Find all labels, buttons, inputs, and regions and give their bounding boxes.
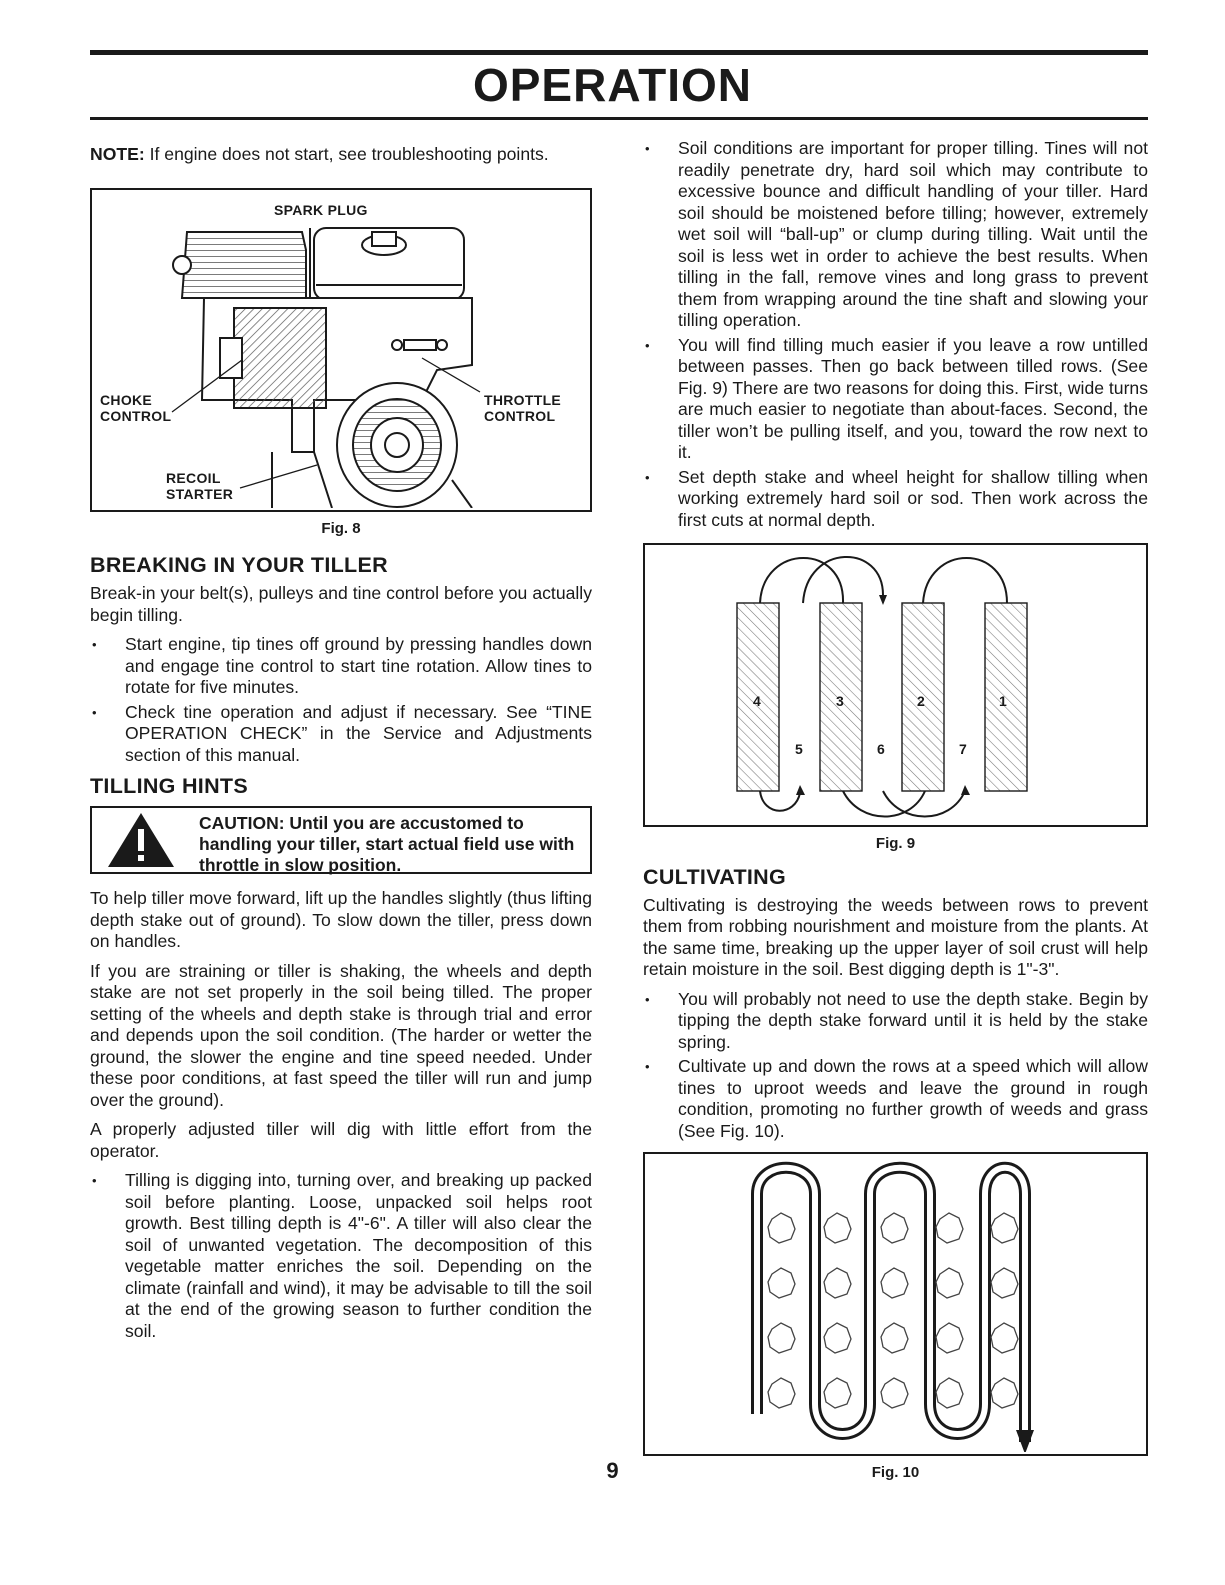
tilling-hints-list-left <box>90 1170 592 1342</box>
row-number: 4 <box>753 693 762 709</box>
label-recoil-starter-2: STARTER <box>166 485 234 502</box>
figure-9-caption: Fig. 9 <box>875 835 916 852</box>
note-text: If engine does not start, see troubleshooting points. <box>144 144 549 164</box>
row-number: 2 <box>917 693 926 709</box>
engine-illustration <box>92 190 592 508</box>
list-item: • Start engine, tip tines off ground by pressing handles down and engage tine control to start tine rotation. Allow tines to rotate for five minutes. <box>90 634 592 699</box>
figure-8-caption: Fig. 8 <box>321 519 361 537</box>
heading-tilling-hints: TILLING HINTS <box>90 774 248 798</box>
list-item: • Soil conditions are important for proper tilling. Tines will not readily penetrate dry, hard soil which may contribute to excessive bounce and difficult handling of your tiller. Hard soil should be moistened before tilling; however, extremely wet soil will “ball-up” or clump during tilling. Wait until the soil is less wet in order to achieve the best results. When tilling in the fall, remove vines and long grass to prevent them from wrapping around the tine shaft and slowing your tilling operation. <box>643 138 1148 332</box>
gap-number: 5 <box>795 741 804 757</box>
top-rule-thick <box>90 50 1148 55</box>
label-choke-control-2: CONTROL <box>100 407 172 424</box>
heading-breaking-in: BREAKING IN YOUR TILLER <box>90 553 388 577</box>
page-number: 9 <box>606 1458 619 1483</box>
figure-9-tilling-pattern <box>643 543 1148 827</box>
list-item: • Tilling is digging into, turning over, and breaking up packed soil before planting. Loose, unpacked soil helps root growth. Best tilling depth is 4"-6". A tiller will also clear the soil of unwanted vegetation. The decomposition of this vegetable matter enriches the soil. Depending on the climate (rainfall and wind), it may be advisable to till the soil at the end of the growing season to further condition the soil. <box>90 1170 592 1342</box>
note-label: NOTE: <box>90 144 145 164</box>
label-throttle-control-2: CONTROL <box>484 407 556 424</box>
figure-8-engine <box>90 188 592 512</box>
gap-number: 6 <box>877 741 886 757</box>
breaking-in-list <box>90 634 592 766</box>
list-item: • Set depth stake and wheel height for shallow tilling when working extremely hard soil or sod. Then work across the first cuts at normal depth. <box>643 467 1148 532</box>
figure-10-caption: Fig. 10 <box>871 1464 920 1481</box>
warning-icon <box>106 811 176 869</box>
left-column <box>90 144 592 1350</box>
cultivating-intro: Cultivating is destroying the weeds between rows to prevent them from robbing nourishment and moisture from the plants. At the same time, breaking up the upper layer of soil crust will help retain moisture in the soil. Best digging depth is 1"-3". <box>643 894 1148 979</box>
label-spark-plug: SPARK PLUG <box>274 201 368 218</box>
right-column <box>643 138 1148 1498</box>
caution-text: CAUTION: Until you are accustomed to handling your tiller, start actual field use with throttle in slow position. <box>199 813 575 875</box>
top-rule-thin <box>90 117 1148 120</box>
note-paragraph <box>90 144 592 166</box>
breaking-in-intro: Break-in your belt(s), pulleys and tine control before you actually begin tilling. <box>90 583 592 625</box>
label-recoil-starter-1: RECOIL <box>166 469 221 486</box>
heading-cultivating: CULTIVATING <box>643 864 787 889</box>
list-item: • You will find tilling much easier if you leave a row untilled between passes. Then go back between tilled rows. (See Fig. 9) There are two reasons for doing this. First, wide turns are much easier to negotiate than about-faces. Second, the tiller won’t be pulling itself, and you, toward the row next to it. <box>643 335 1148 464</box>
cultivating-diagram <box>645 1154 1148 1452</box>
tilling-hints-list-right <box>643 138 1148 531</box>
list-item: • Cultivate up and down the rows at a speed which will allow tines to uproot weeds and leave the ground in rough condition, promoting no further growth of weeds and grass (See Fig. 10). <box>643 1056 1148 1142</box>
figure-10-cultivating-pattern <box>643 1152 1148 1456</box>
tilling-pattern-diagram <box>645 545 1148 823</box>
gap-number: 7 <box>959 741 968 757</box>
caution-box <box>90 806 592 874</box>
label-choke-control-1: CHOKE <box>100 391 153 408</box>
cultivating-list <box>643 989 1148 1143</box>
list-item: • Check tine operation and adjust if necessary. See “TINE OPERATION CHECK” in the Service and Adjustments section of this manual. <box>90 702 592 767</box>
row-number: 1 <box>999 693 1008 709</box>
tilling-paragraph: To help tiller move forward, lift up the handles slightly (thus lifting depth stake out of ground). To slow down the tiller, press down on handles. <box>90 888 592 951</box>
tilling-paragraph: If you are straining or tiller is shaking, the wheels and depth stake are not set properly in the soil being tilled. The proper setting of the wheels and depth stake is through trial and error and depends upon the soil condition. (The harder or wetter the ground, the slower the engine and tine speed needed. Under these poor conditions, at fast speed the tiller will run and jump over the ground). <box>90 960 592 1110</box>
tilling-paragraph: A properly adjusted tiller will dig with little effort from the operator. <box>90 1119 592 1161</box>
label-throttle-control-1: THROTTLE <box>484 391 562 408</box>
row-number: 3 <box>836 693 845 709</box>
list-item: • You will probably not need to use the depth stake. Begin by tipping the depth stake forward until it is held by the stake spring. <box>643 989 1148 1054</box>
page-title: OPERATION <box>472 59 753 111</box>
